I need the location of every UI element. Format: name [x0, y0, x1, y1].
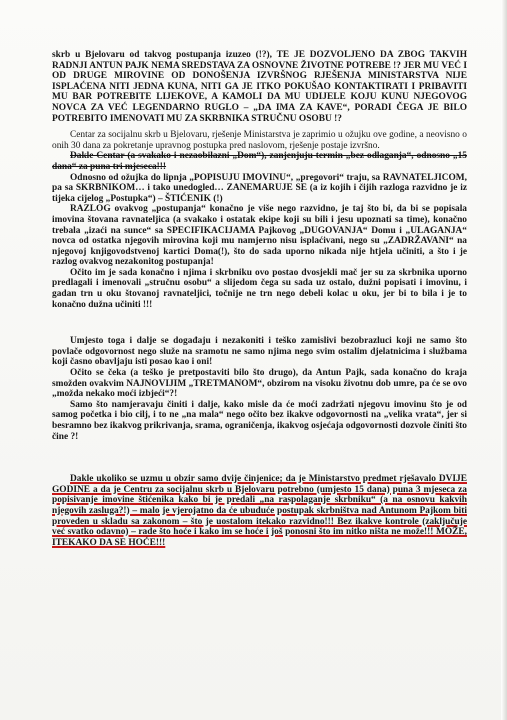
paragraph-8: Očito se čeka (a teško je pretpostaviti bilo što drugo), da Antun Pajk, sada konačno do kraja smožden ovakvim NAJNOVIJIM „TRETMANOM“, obzirom na visoku životnu dob umre, pa će se ovo „možda nekako moći izbjeći“?! — [52, 368, 467, 400]
paragraph-10: Dakle ukoliko se uzmu u obzir samo dvije činjenice; da je Ministarstvo predmet rješavalo DVIJE GODINE a da je Centru za socijalnu skrb u Bjelovaru potrebno (umjesto 15 dana) puna 3 mjeseca za popisivanje imovine štićenika kako bi je predali „na raspolaganje skrbniku“ (a na osnovu kakvih njegovih zasluga?!) – malo je vjerojatno da će ubuduće postupak skrbništva nad Antunom Pajkom biti proveden u skladu sa zakonom – što je uostalom itekako razvidno!!! Bez ikakve kontrole (zaključuje već svatko odavno) – rade što hoće i kako im se hoće i još ponosni što im nitko ništa ne može!!! MOŽE, ITEKAKO DA SE HOĆE!!! — [52, 474, 467, 548]
paragraph-4: Odnosno od ožujka do lipnja „POPISUJU IMOVINU“, „pregovori“ traju, sa RAVNATELJICOM, pa sa SKRBNIKOM… i tako unedogled… ZANEMARUJE SE (a iz kojih i čijih razloga razvidno je iz tijeka cijelog „Postupka“) – ŠTIĆENIK (!) — [52, 172, 467, 204]
paragraph-6: Očito im je sada konačno i njima i skrbniku ovo postao dvosjekli mač jer su za skrbnika uporno predlagali i imenovali „stručnu osobu“ a slijedom čega su sada uz ostalo, dužni popisati i imovinu, i gadan trn u oku štovanoj ravnateljici, točnije ne trn nego debeli kolac u oku, jer bi to bila i je to konačno dužna učiniti !!! — [52, 267, 467, 310]
paragraph-9: Samo što namjeravaju činiti i dalje, kako misle da će moći zadržati njegovu imovinu što je od samog početka i bio cilj, i to ne „na mala“ nego očito bez ikakve odgovornosti na „velika vrata“, jer si besramno bez ikakvog prikrivanja, srama, ograničenja, ikakvog osjećaja odgovornosti dozvole činiti što čine ?! — [52, 399, 467, 442]
paragraph-2: Centar za socijalnu skrb u Bjelovaru, rješenje Ministarstva je zaprimio u ožujku ove godine, a neovisno o onih 30 dana za pokretanje upravnog postupka pred naslovom, rješenje postaje izvršno. — [52, 130, 467, 151]
paragraph-5: RAZLOG ovakvog „postupanja“ konačno je više nego razvidno, je taj što bi, da bi se popisala imovina štovana ravnateljica (a svakako i ostatak ekipe koji su bili i jesu upoznati sa time), konačno trebala „izaći na sunce“ sa SPECIFIKACIJAMA Pajkovog „DUGOVANJA“ Domu i „ULAGANJA“ novca od ostatka njegovih mirovina koji mu namjerno nisu isplaćivani, nego su „ZADRŽAVANI“ na njegovoj knjigovodstvenoj kartici Doma(!), što do sada uporno nikada nije htjela učiniti, a što i je razlog ovakvog nezakonitog postupanja! — [52, 204, 467, 268]
paragraph-7: Umjesto toga i dalje se događaju i nezakoniti i teško zamislivi bezobrazluci koji ne samo što povlače odgovornost nego služe na sramotu ne samo njima nego svim ostalim djelatnicima i službama koji časno obavljaju isti posao kao i oni! — [52, 336, 467, 368]
page-edge-shadow — [501, 0, 507, 720]
paragraph-1: skrb u Bjelovaru od takvog postupanja izuzeo (!?), TE JE DOZVOLJENO DA ZBOG TAKVIH RADNJI ANTUN PAJK NEMA SREDSTAVA ZA OSNOVNE ŽIVOTNE POTREBE !? JER MU VEĆ I OD DRUGE MIROVINE OD DONOŠENJA IZVRŠNOG RJEŠENJA MINISTARSTVA NIJE ISPLAĆENA NITI JEDNA KUNA, NITI GA JE ITKO POKUŠAO KONTAKTIRATI I PRIBAVITI MU BAR POTREBITE LIJEKOVE, A KAMOLI DA MU UDIJELE KOJU KUNU NJEGOVOG NOVCA ZA VEĆ LEGENDARNO RUGLO – „DA IMA ZA KAVE“, PORADI ČEGA JE BILO POTREBITO IMENOVATI MU ZA SKRBNIKA STRUČNU OSOBU !? — [52, 50, 467, 124]
paragraph-3: Dakle Centar (a svakako i nezaobilazni „Dom“), zanjenjuju termin „bez odlaganja“, odnosno „15 dana“ za puna tri mjeseca!!! — [52, 151, 467, 172]
